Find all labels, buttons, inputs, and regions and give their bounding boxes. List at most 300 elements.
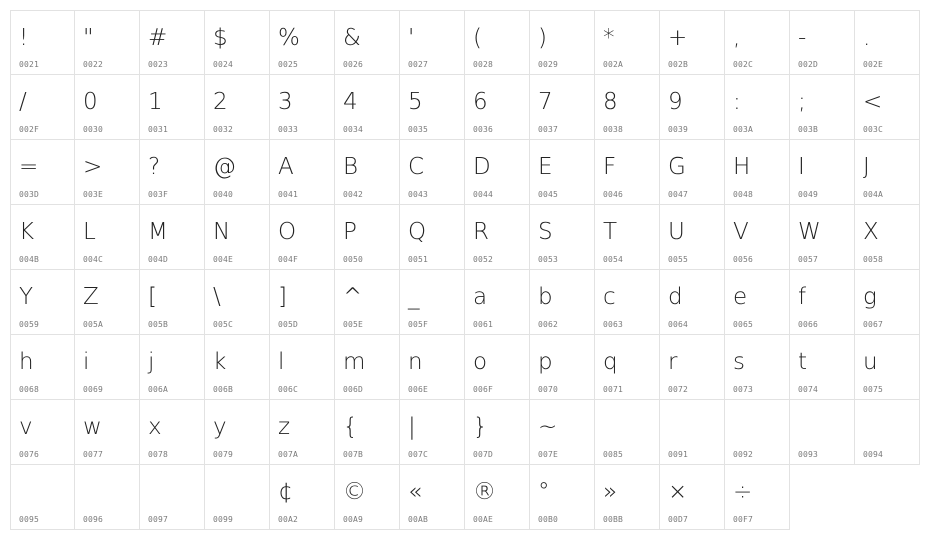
glyph-character: , [733,25,741,51]
glyph-codepoint: 0065 [733,320,754,329]
glyph-codepoint: 003C [863,125,884,134]
glyph-codepoint: 0039 [668,125,689,134]
glyph-codepoint: 0021 [19,60,40,69]
glyph-character: ; [798,89,806,115]
glyph-cell [140,140,205,205]
glyph-character: h [19,349,34,375]
glyph-cell [595,335,660,400]
glyph-cell [790,10,855,75]
glyph-character: t [798,349,808,375]
glyph-character: © [343,479,366,505]
glyph-codepoint: 0043 [408,190,429,199]
glyph-codepoint: 0094 [863,450,884,459]
glyph-cell [790,335,855,400]
glyph-cell [855,335,920,400]
glyph-cell [465,75,530,140]
glyph-cell [75,335,140,400]
glyph-character: « [408,479,423,505]
glyph-codepoint: 0085 [603,450,624,459]
glyph-character: × [668,479,688,505]
glyph-character: E [538,154,553,180]
glyph-cell [270,140,335,205]
glyph-character: a [473,284,488,310]
glyph-cell [335,140,400,205]
glyph-character: & [343,25,361,51]
glyph-cell [205,465,270,530]
glyph-cell [270,205,335,270]
glyph-character: 4 [343,89,358,115]
glyph-codepoint: 0034 [343,125,364,134]
glyph-character: = [19,154,39,180]
glyph-cell [270,270,335,335]
glyph-cell [660,270,725,335]
glyph-cell [530,270,595,335]
glyph-codepoint: 0054 [603,255,624,264]
glyph-character: 5 [408,89,423,115]
glyph-cell [335,270,400,335]
glyph-codepoint: 007B [343,450,364,459]
glyph-character: ° [538,479,550,505]
glyph-codepoint: 003F [148,190,169,199]
glyph-cell [725,75,790,140]
glyph-character: Z [83,284,99,310]
glyph-cell [725,205,790,270]
glyph-character: ! [19,25,29,51]
glyph-cell [530,335,595,400]
glyph-codepoint: 0045 [538,190,559,199]
glyph-cell [530,465,595,530]
glyph-codepoint: 006E [408,385,429,394]
glyph-cell [595,400,660,465]
glyph-cell [205,270,270,335]
glyph-character: i [83,349,90,375]
glyph-codepoint: 003A [733,125,754,134]
glyph-cell [790,270,855,335]
glyph-character: V [733,219,749,245]
glyph-cell [270,400,335,465]
glyph-cell [400,400,465,465]
glyph-cell [335,10,400,75]
glyph-codepoint: 0063 [603,320,624,329]
glyph-cell [530,10,595,75]
glyph-character: R [473,219,489,245]
glyph-character: X [863,219,879,245]
glyph-cell [270,465,335,530]
glyph-codepoint: 0042 [343,190,364,199]
glyph-character: M [148,219,168,245]
glyph-codepoint: 0036 [473,125,494,134]
glyph-character: » [603,479,618,505]
glyph-character: w [83,414,102,440]
glyph-codepoint: 0052 [473,255,494,264]
glyph-cell [335,75,400,140]
glyph-codepoint: 00B0 [538,515,559,524]
glyph-character: z [278,414,291,440]
glyph-cell [855,75,920,140]
glyph-codepoint: 003E [83,190,104,199]
glyph-cell [530,140,595,205]
glyph-cell [465,270,530,335]
glyph-codepoint: 002A [603,60,624,69]
glyph-codepoint: 002C [733,60,754,69]
glyph-character: } [473,414,488,440]
glyph-codepoint: 007A [278,450,299,459]
glyph-cell [725,335,790,400]
glyph-character: ® [473,479,496,505]
glyph-codepoint: 0027 [408,60,429,69]
glyph-codepoint: 0075 [863,385,884,394]
glyph-character: s [733,349,745,375]
glyph-character: C [408,154,425,180]
glyph-codepoint: 0048 [733,190,754,199]
glyph-codepoint: 0074 [798,385,819,394]
glyph-cell [75,270,140,335]
glyph-cell [465,205,530,270]
glyph-cell [855,270,920,335]
glyph-cell [465,10,530,75]
glyph-codepoint: 0069 [83,385,104,394]
glyph-cell [75,75,140,140]
glyph-cell [400,335,465,400]
glyph-codepoint: 00F7 [733,515,754,524]
glyph-cell [140,465,205,530]
glyph-cell [75,400,140,465]
glyph-cell [725,140,790,205]
glyph-codepoint: 0096 [83,515,104,524]
glyph-cell [855,400,920,465]
glyph-cell [205,400,270,465]
glyph-codepoint: 0064 [668,320,689,329]
glyph-cell [595,140,660,205]
glyph-codepoint: 0053 [538,255,559,264]
glyph-character: ~ [538,414,558,440]
glyph-cell [530,400,595,465]
glyph-codepoint: 004D [148,255,169,264]
glyph-character: j [148,349,155,375]
glyph-codepoint: 0056 [733,255,754,264]
glyph-codepoint: 0022 [83,60,104,69]
glyph-codepoint: 006B [213,385,234,394]
glyph-cell [140,335,205,400]
glyph-codepoint: 0035 [408,125,429,134]
glyph-character: b [538,284,553,310]
glyph-character: u [863,349,878,375]
glyph-character: ^ [343,284,363,310]
glyph-codepoint: 0095 [19,515,40,524]
glyph-codepoint: 0024 [213,60,234,69]
glyph-cell [660,205,725,270]
glyph-codepoint: 002F [19,125,40,134]
glyph-character: S [538,219,553,245]
glyph-codepoint: 003D [19,190,40,199]
glyph-codepoint: 0091 [668,450,689,459]
glyph-codepoint: 0076 [19,450,40,459]
glyph-character: m [343,349,366,375]
glyph-cell [465,335,530,400]
glyph-character: d [668,284,683,310]
glyph-character: 0 [83,89,98,115]
glyph-codepoint: 0038 [603,125,624,134]
glyph-codepoint: 007C [408,450,429,459]
glyph-cell [205,10,270,75]
glyph-cell [790,400,855,465]
glyph-codepoint: 00AE [473,515,494,524]
glyph-character: y [213,414,227,440]
glyph-codepoint: 006D [343,385,364,394]
glyph-character: " [83,25,94,51]
glyph-cell [660,335,725,400]
glyph-character: 8 [603,89,618,115]
glyph-cell [75,205,140,270]
glyph-codepoint: 0041 [278,190,299,199]
glyph-codepoint: 0061 [473,320,494,329]
glyph-cell [530,205,595,270]
glyph-cell [660,465,725,530]
glyph-cell [660,75,725,140]
glyph-codepoint: 0072 [668,385,689,394]
glyph-character: ¢ [278,479,293,505]
glyph-codepoint: 0030 [83,125,104,134]
glyph-character: p [538,349,553,375]
glyph-character: n [408,349,423,375]
glyph-codepoint: 006A [148,385,169,394]
glyph-cell [790,205,855,270]
glyph-character: . [863,25,871,51]
glyph-cell [400,10,465,75]
glyph-codepoint: 0031 [148,125,169,134]
glyph-character: @ [213,154,236,180]
glyph-cell [140,75,205,140]
glyph-character: ' [408,25,415,51]
glyph-cell [660,400,725,465]
glyph-character: L [83,219,96,245]
glyph-cell [10,270,75,335]
glyph-cell [10,465,75,530]
glyph-character: * [603,25,615,51]
glyph-codepoint: 0078 [148,450,169,459]
glyph-character: c [603,284,616,310]
glyph-cell [335,465,400,530]
glyph-codepoint: 0058 [863,255,884,264]
glyph-character: ( [473,25,482,51]
glyph-codepoint: 005B [148,320,169,329]
glyph-character: : [733,89,741,115]
glyph-cell [595,10,660,75]
glyph-cell [335,205,400,270]
glyph-codepoint: 0055 [668,255,689,264]
glyph-codepoint: 002B [668,60,689,69]
glyph-character: \ [213,284,221,310]
glyph-character: P [343,219,357,245]
glyph-character: # [148,25,168,51]
glyph-grid [10,10,920,530]
glyph-codepoint: 0097 [148,515,169,524]
glyph-character: x [148,414,162,440]
glyph-character: T [603,219,618,245]
glyph-character: % [278,25,300,51]
glyph-codepoint: 0079 [213,450,234,459]
glyph-character: 3 [278,89,293,115]
glyph-cell [400,205,465,270]
glyph-cell [75,10,140,75]
glyph-character: ÷ [733,479,753,505]
glyph-cell [205,335,270,400]
glyph-codepoint: 0046 [603,190,624,199]
glyph-codepoint: 0029 [538,60,559,69]
glyph-cell [725,270,790,335]
glyph-character: o [473,349,488,375]
glyph-cell [10,75,75,140]
glyph-character: U [668,219,685,245]
glyph-cell [855,140,920,205]
glyph-character: [ [148,284,157,310]
glyph-codepoint: 0049 [798,190,819,199]
glyph-character: v [19,414,33,440]
glyph-character: { [343,414,358,440]
glyph-cell [465,465,530,530]
glyph-character: ) [538,25,547,51]
glyph-cell [855,10,920,75]
glyph-cell [595,465,660,530]
glyph-codepoint: 0032 [213,125,234,134]
glyph-codepoint: 00BB [603,515,624,524]
glyph-character: H [733,154,751,180]
glyph-cell [725,10,790,75]
glyph-cell [205,140,270,205]
glyph-cell [140,205,205,270]
glyph-codepoint: 00A2 [278,515,299,524]
glyph-character: W [798,219,821,245]
glyph-codepoint: 004C [83,255,104,264]
glyph-character: J [863,154,870,180]
glyph-codepoint: 0050 [343,255,364,264]
glyph-codepoint: 005F [408,320,429,329]
glyph-cell [790,75,855,140]
glyph-codepoint: 0062 [538,320,559,329]
glyph-character: 1 [148,89,163,115]
glyph-character: - [798,25,807,51]
glyph-codepoint: 0099 [213,515,234,524]
glyph-codepoint: 0040 [213,190,234,199]
glyph-character: r [668,349,678,375]
glyph-cell [335,400,400,465]
glyph-cell [400,75,465,140]
glyph-character: N [213,219,231,245]
glyph-character: 2 [213,89,228,115]
glyph-character: $ [213,25,228,51]
glyph-cell [10,400,75,465]
glyph-codepoint: 005A [83,320,104,329]
glyph-cell [465,140,530,205]
glyph-codepoint: 0051 [408,255,429,264]
glyph-character: F [603,154,617,180]
glyph-cell [10,10,75,75]
glyph-cell [660,10,725,75]
glyph-character: D [473,154,491,180]
glyph-codepoint: 0037 [538,125,559,134]
glyph-character: k [213,349,227,375]
glyph-character: K [19,219,35,245]
glyph-character: 6 [473,89,488,115]
glyph-codepoint: 004F [278,255,299,264]
glyph-character: O [278,219,297,245]
glyph-codepoint: 0044 [473,190,494,199]
glyph-character: Y [19,284,34,310]
glyph-codepoint: 007D [473,450,494,459]
glyph-character: _ [408,284,420,310]
glyph-codepoint: 00A9 [343,515,364,524]
glyph-cell [140,10,205,75]
glyph-character: 7 [538,89,553,115]
glyph-cell [270,335,335,400]
glyph-character: / [19,89,27,115]
glyph-cell [595,75,660,140]
glyph-codepoint: 0023 [148,60,169,69]
glyph-codepoint: 002D [798,60,819,69]
glyph-codepoint: 003B [798,125,819,134]
glyph-character: 9 [668,89,683,115]
glyph-codepoint: 00AB [408,515,429,524]
glyph-cell [855,205,920,270]
glyph-character: g [863,284,877,310]
glyph-cell [725,400,790,465]
glyph-codepoint: 0092 [733,450,754,459]
glyph-cell [10,205,75,270]
glyph-cell [595,205,660,270]
glyph-cell [725,465,790,530]
glyph-character: A [278,154,294,180]
glyph-cell [140,400,205,465]
glyph-character: + [668,25,688,51]
glyph-codepoint: 0093 [798,450,819,459]
glyph-codepoint: 007E [538,450,559,459]
glyph-codepoint: 005D [278,320,299,329]
glyph-character: l [278,349,285,375]
glyph-cell [400,270,465,335]
glyph-codepoint: 0070 [538,385,559,394]
glyph-cell [530,75,595,140]
glyph-cell [270,10,335,75]
glyph-character: f [798,284,807,310]
glyph-character: > [83,154,103,180]
glyph-codepoint: 0068 [19,385,40,394]
glyph-codepoint: 004A [863,190,884,199]
glyph-codepoint: 006C [278,385,299,394]
glyph-character: < [863,89,883,115]
glyph-cell [205,75,270,140]
glyph-cell [660,140,725,205]
glyph-cell [335,335,400,400]
glyph-codepoint: 0059 [19,320,40,329]
glyph-codepoint: 0025 [278,60,299,69]
glyph-cell [270,75,335,140]
glyph-character: ? [148,154,161,180]
glyph-codepoint: 0033 [278,125,299,134]
glyph-character: B [343,154,359,180]
glyph-character: Q [408,219,427,245]
glyph-cell [400,140,465,205]
glyph-codepoint: 0057 [798,255,819,264]
glyph-codepoint: 004B [19,255,40,264]
glyph-cell [75,140,140,205]
glyph-character: q [603,349,618,375]
glyph-codepoint: 0026 [343,60,364,69]
glyph-cell [465,400,530,465]
glyph-codepoint: 005C [213,320,234,329]
glyph-codepoint: 0077 [83,450,104,459]
glyph-cell [10,140,75,205]
glyph-codepoint: 0067 [863,320,884,329]
